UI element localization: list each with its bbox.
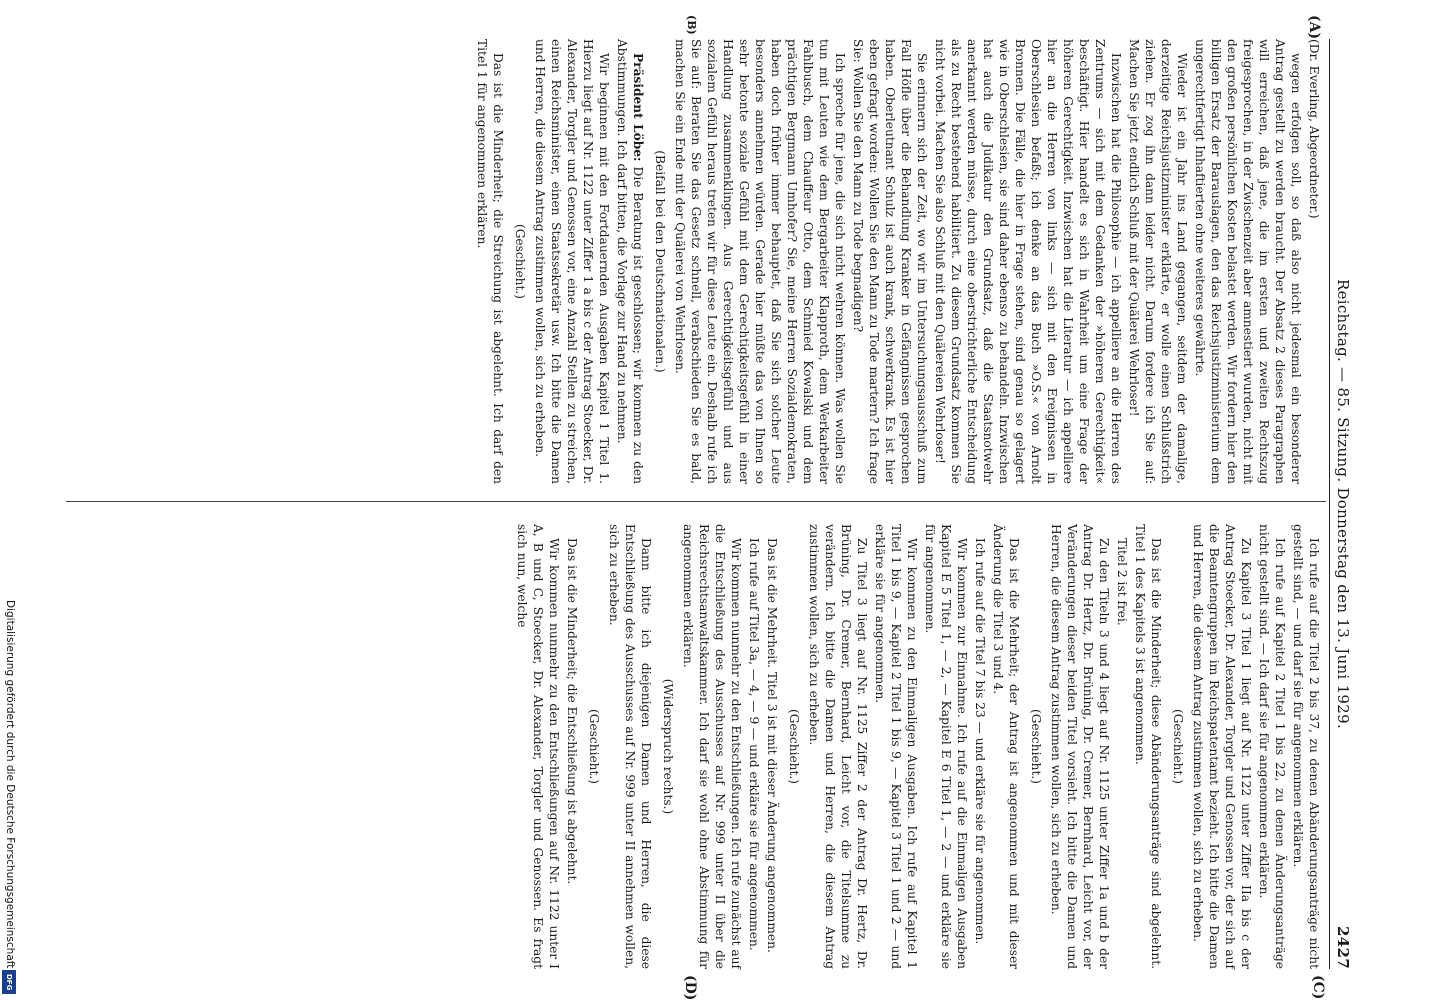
paragraph: Zu den Titeln 3 und 4 liegt auf Nr. 1125 unter Ziffer 1a und b der Antrag Dr. Hertz, Dr. Brüning, Dr. Cremer, Bernhard, Leicht vor, der Veränderungen dieser beiden Titel vorsieht. Ich bitte die Damen und Herren, die diesem Antrag zustimmen wollen, sich zu erheben.: [1049, 524, 1111, 969]
paragraph: Zu Titel 3 liegt auf Nr. 1125 Ziffer 2 der Antrag Dr. Hertz, Dr. Brüning, Dr. Cremer, Bernhard, Leicht vor, die Titelsumme zu verändern. Ich bitte die Damen und Herren, die diesem Antrag zustimmen wollen, sich zu erheben.: [807, 524, 869, 969]
digitization-credit: [2, 600, 18, 992]
left-column: [472, 39, 1322, 484]
margin-mark-b: (B): [685, 15, 698, 35]
paragraph: Wir kommen nunmehr zu den Entschließungen auf Nr. 1122 unter I A, B und C, Stoecker, Dr. Alexander, Torgler und Genossen. Es fragt sich nun, welche: [515, 524, 561, 969]
speaker-intro: (Dr. Everling, Abgeordneter.): [1307, 39, 1321, 219]
paragraph: Wir kommen nunmehr zu den Entschließungen. Ich rufe zunächst auf die Entschließung des Ausschusses auf Nr. 999 unter II über die Reichsrechtsanwaltskammer. Ich darf sie wohl ohne Abstimmung für angenommen erklären.: [681, 524, 743, 969]
event-note: (Geschieht.): [787, 708, 801, 785]
applause-note: (Beifall bei den Deutschnationalen.): [653, 150, 667, 373]
paragraph: Ich rufe auf Kapitel 2 Titel 1 bis 22, zu denen Änderungsanträge nicht gestellt sind. — Ich darf sie für angenommen erklären.: [1257, 524, 1287, 969]
paragraph: Sie erinnern sich der Zeit, wo wir im Untersuchungsausschuß zum Fall Höfle über die Behandlung Kranker in Gefängnissen gesprochen haben. Oberleutnant Schulz ist auch krank, schwerkrank. Es ist hier eben gefragt worden: Wollen Sie den Mann zu Tode martern? Ich frage Sie: Wollen Sie den Mann zu Tode begnadigen?: [851, 39, 929, 484]
paragraph: Ich rufe auf die Titel 7 bis 23 — und erkläre sie für angenommen.: [973, 538, 987, 945]
header-title: Reichstag. — 85. Sitzung. Donnerstag den 13. Juni 1929.: [1334, 278, 1352, 730]
result: Das ist die Minderheit; die Streichung ist abgelehnt. Ich darf den Titel 1 für angenommen erklären.: [475, 39, 505, 484]
paragraph: Wir beginnen mit den Fortdauernden Ausgaben Kapitel 1 Titel 1. Hierzu liegt auf Nr. 1122 unter Ziffer 1 a bis c der Antrag Stoecker, Dr. Alexander, Torgler und Genossen vor, eine Anzahl Stellen zu streichen, einen Reichsminister, einen Staatssekretär usw. Ich bitte die Damen und Herren, die diesem Antrag zustimmen wollen, sich zu erheben.: [533, 39, 611, 484]
president-text: Die Beratung ist geschlossen; wir kommen zu den Abstimmungen. Ich darf bitten, die Vorlage zur Hand zu nehmen.: [615, 39, 645, 484]
rotated-page: [28, 15, 1358, 1000]
paragraph: Zu Kapitel 3 Titel 1 liegt auf Nr. 1122 unter Ziffer IIa bis c der Antrag Stoecker, Dr. Alexander, Torgler und Genossen vor, der sich auf die Beamtengruppen im Reichspatentamt bezieht. Ich bitte die Damen und Herren, die diesem Antrag zustimmen wollen, sich zu erheben.: [1191, 524, 1253, 969]
paragraph: Wieder ist ein Jahr ins Land gegangen, seitdem der damalige, derzeitige Reichsjustizminister erklärte, er wolle einen Schlußstrich ziehen. Er zog ihn dann leider nicht. Darum fordere ich Sie auf: Machen Sie jetzt endlich Schluß mit der Quälerei Wehrloser!: [1127, 39, 1189, 484]
paragraph: Inzwischen hat die Philosophie — ich appelliere an die Herren des Zentrums — sich mit dem Gedanken der »höheren Gerechtigkeit« beschäftigt. Hier handelt es sich in Wahrheit um eine Frage der höheren Gerechtigkeit. Inzwischen hat die Literatur — ich appelliere hier an die Herren von links — sich mit den Ereignissen in Oberschlesien befaßt; ich denke an das Buch »O.S.« von Arnolt Bronnen. Die Fälle, die hier in Frage stehen, sind genau so gelagert wie in Oberschlesien, sie sind daher ebenso zu behandeln. Inzwischen hat auch die Judikatur den Grundsatz, daß die Staatsnotwehr anerkannt werden müsse, durch eine oberstrichterliche Entscheidung als zu Recht bestehend habilitiert. Zu diesem Grundsatz kommen Sie nicht vorbei. Machen Sie also Schluß mit den Quälereien Wehrloser!: [933, 39, 1123, 484]
result: Das ist die Minderheit; diese Abänderungsanträge sind abgelehnt. Titel 1 des Kapitels 3 ist angenommen.: [1133, 524, 1163, 969]
event-note: (Geschieht.): [1029, 708, 1043, 785]
result: Das ist die Minderheit; die Entschließung ist abgelehnt.: [565, 538, 579, 885]
paragraph: Wir kommen zu den Einmaligen Ausgaben. Ich rufe auf Kapitel 1 Titel 1 bis 9, — Kapitel 2 Titel 1 bis 9, — Kapitel 3 Titel 1 und 2 — und erkläre sie für angenommen.: [873, 524, 919, 969]
margin-mark-c: (C): [1310, 975, 1326, 1000]
paragraph: Ich spreche für jene, die sich nicht wehren können. Was wollen Sie tun mit Leuten wie dem Bergarbeiter Klapproth, dem Werkarbeiter Fahlbusch, dem Chauffeur Otto, dem Schmied Kowalski und dem prächtigen Bergmann Umhofer? Sie, meine Herren Sozialdemokraten, haben doch früher immer behauptet, daß Sie sich solcher Leute besonders annehmen würden. Gerade hier müßte das von Ihnen so sehr betonte soziale Gefühl mit dem Gerechtigkeitsgefühl in einer Handlung zusammenklingen. Aus Gerechtigkeitsgefühl und aus sozialem Gefühl heraus treten wir für diese Leute ein. Deshalb rufe ich Sie auf: Beraten Sie das Gesetz schnell, verabschieden Sie es bald, machen Sie ein Ende mit der Quälerei von Wehrlosen.: [673, 39, 847, 484]
paragraph: wegen erfolgen soll, so daß also nicht jedesmal ein besonderer Antrag gestellt zu werden braucht. Der Absatz 2 dieses Paragraphen will erreichen, daß jene, die im ersten und zweiten Rechtszug freigesprochen, in der Zwischenzeit aber amnestiert wurden, nicht mit den großen persönlichen Kosten belastet werden. Wir fordern hier den billigen Ersatz der Barauslagen, den das Reichsjustizministerium dem ungerechtfertigt Inhaftierten ohne weiteres gewährte.: [1193, 39, 1303, 484]
paragraph: Dann bitte ich diejenigen Damen und Herren, die diese Entschließung des Ausschusses auf Nr. 999 unter II annehmen wollen, sich zu erheben.: [607, 524, 653, 969]
result: Das ist die Mehrheit; der Antrag ist angenommen und mit dieser Änderung die Titel 3 und 4.: [991, 524, 1021, 969]
event-note: (Widerspruch rechts.): [661, 678, 675, 815]
president-label: Präsident Löbe:: [631, 53, 645, 162]
paragraph: Ich rufe auf Titel 3a, — 4, — 9 — und erkläre sie für angenommen.: [747, 538, 761, 951]
page-number: 2427: [1334, 926, 1352, 969]
paragraph: Ich rufe auf die Titel 2 bis 37, zu denen Abänderungsanträge nicht gestellt sind, — und darf sie für angenommen erklären.: [1291, 524, 1321, 969]
column-separator: [66, 501, 1326, 502]
president-statement: [614, 39, 646, 484]
credit-text: Digitalisierung gefördert durch die Deutsche Forschungsgemeinschaft: [4, 600, 16, 969]
margin-mark-d: (D): [682, 975, 698, 1000]
event-note: (Geschieht.): [587, 708, 601, 785]
page-header: [1328, 39, 1352, 969]
paragraph: Wir kommen zur Einnahme. Ich rufe auf die Einmaligen Ausgaben Kapitel E 5 Titel 1, — 2, — Kapitel E 6 Titel 1, — 2 — und erkläre sie für angenommen.: [923, 524, 969, 969]
paragraph: Titel 2 ist frei.: [1115, 538, 1129, 626]
event-note: (Geschieht.): [513, 223, 527, 300]
event-note: (Geschieht.): [1171, 708, 1185, 785]
margin-mark-a: (A): [1306, 15, 1322, 40]
header-rule: [1329, 39, 1330, 969]
right-column: [512, 524, 1322, 969]
dfg-logo: DFG: [2, 970, 16, 994]
result: Das ist die Mehrheit. Titel 3 ist mit dieser Änderung angenommen.: [765, 538, 779, 953]
